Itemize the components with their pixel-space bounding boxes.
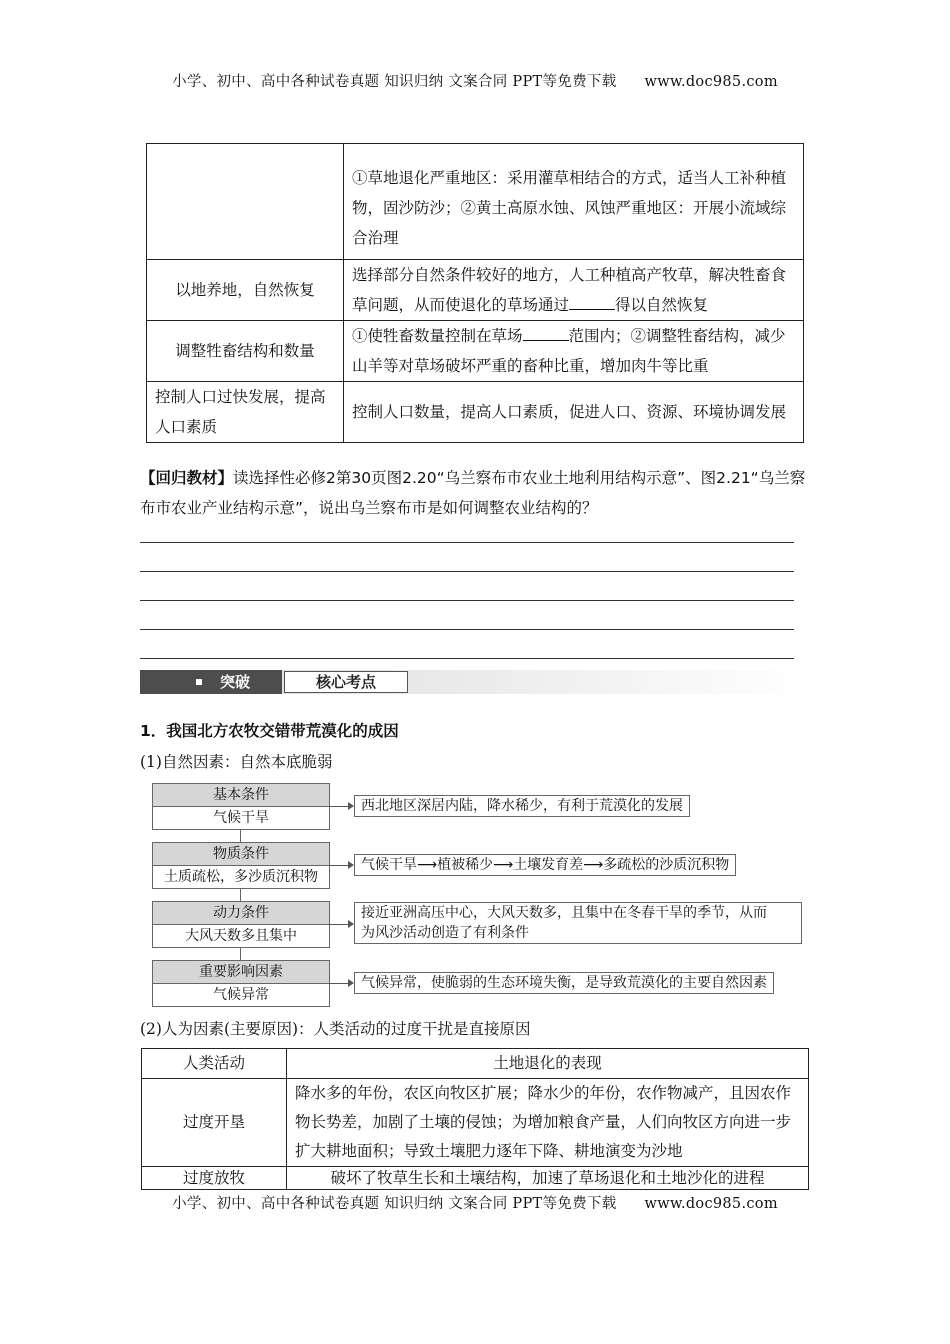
factor-title: 动力条件 bbox=[153, 902, 329, 925]
desc-cell: 控制人口数量，提高人口素质，促进人口、资源、环境协调发展 bbox=[344, 382, 804, 443]
desc-text-b: 得以自然恢复 bbox=[615, 296, 709, 314]
table-header-row bbox=[142, 1049, 809, 1079]
factor-title: 重要影响因素 bbox=[153, 961, 329, 984]
factor-value: 气候异常 bbox=[213, 987, 269, 1003]
square-bullet-icon bbox=[196, 679, 202, 685]
factor-note: 气候异常，使脆弱的生态环境失衡，是导致荒漠化的主要自然因素 bbox=[354, 972, 774, 994]
connector-line bbox=[240, 947, 241, 960]
table-row bbox=[147, 382, 804, 443]
connector-line bbox=[240, 888, 241, 901]
measure-cell: 控制人口过快发展，提高人口素质 bbox=[147, 382, 344, 443]
factor-note-line: 为风沙活动创造了有利条件 bbox=[361, 925, 529, 941]
factor-note-line: 接近亚洲高压中心，大风天数多，且集中在冬春干旱的季节，从而 bbox=[361, 905, 767, 921]
effect-cell: 破坏了牧草生长和土壤结构，加速了草场退化和土地沙化的进程 bbox=[287, 1167, 809, 1190]
factor-value: 气候干旱 bbox=[213, 810, 269, 826]
table-row bbox=[142, 1079, 809, 1167]
desc-text-b: 范围内；②调整牲畜结构，减少山羊等对草场破坏严重的畜种比重，增加肉牛等比重 bbox=[352, 327, 786, 375]
column-header: 人类活动 bbox=[142, 1049, 287, 1079]
table-row bbox=[147, 144, 804, 260]
desc-text-a: ①使牲畜数量控制在草场 bbox=[352, 327, 523, 345]
answer-line[interactable] bbox=[140, 571, 794, 572]
desc-cell bbox=[344, 321, 804, 382]
arrow-right-icon bbox=[329, 865, 349, 866]
section-title-breakthrough: 突破 bbox=[220, 673, 251, 691]
factor-value: 土质疏松，多沙质沉积物 bbox=[164, 869, 318, 885]
fill-blank bbox=[523, 325, 569, 342]
header-url[interactable]: www.doc985.com bbox=[644, 74, 778, 90]
table-row bbox=[147, 260, 804, 321]
answer-line[interactable] bbox=[140, 542, 794, 543]
fill-blank bbox=[569, 294, 615, 311]
factor-title: 物质条件 bbox=[153, 843, 329, 866]
factor-box bbox=[152, 901, 330, 948]
factor-note: 气候干旱⟶植被稀少⟶土壤发育差⟶多疏松的沙质沉积物 bbox=[354, 854, 736, 876]
table-row bbox=[142, 1167, 809, 1190]
heading-causes: 1．我国北方农牧交错带荒漠化的成因 bbox=[140, 722, 399, 740]
desc-cell bbox=[344, 260, 804, 321]
page-footer bbox=[0, 1192, 950, 1213]
human-factors-table bbox=[141, 1048, 809, 1190]
heading-natural: (1)自然因素：自然本底脆弱 bbox=[140, 753, 333, 771]
footer-text: 小学、初中、高中各种试卷真题 知识归纳 文案合同 PPT等免费下载 bbox=[172, 1196, 617, 1212]
answer-line[interactable] bbox=[140, 629, 794, 630]
activity-cell: 过度开垦 bbox=[142, 1079, 287, 1167]
footer-url[interactable]: www.doc985.com bbox=[644, 1196, 778, 1212]
activity-cell: 过度放牧 bbox=[142, 1167, 287, 1190]
effect-cell: 降水多的年份，农区向牧区扩展；降水少的年份，农作物减产，且因农作物长势差，加剧了土壤的侵蚀；为增加粮食产量，人们向牧区方向进一步扩大耕地面积；导致土壤肥力逐年下降、耕地演变为沙地 bbox=[287, 1079, 809, 1167]
factor-note: 西北地区深居内陆，降水稀少，有利于荒漠化的发展 bbox=[354, 795, 690, 817]
factor-box bbox=[152, 960, 330, 1007]
section-label-dark bbox=[140, 670, 282, 694]
measure-cell: 以地养地，自然恢复 bbox=[147, 260, 344, 321]
page-header bbox=[0, 70, 950, 91]
arrow-right-icon bbox=[329, 983, 349, 984]
natural-factors-diagram bbox=[152, 783, 812, 1013]
header-text: 小学、初中、高中各种试卷真题 知识归纳 文案合同 PPT等免费下载 bbox=[172, 74, 617, 90]
measures-table bbox=[146, 143, 804, 443]
arrow-right-icon bbox=[329, 924, 349, 925]
review-question bbox=[140, 463, 815, 523]
review-tag: 【回归教材】 bbox=[140, 469, 234, 487]
section-title-core: 核心考点 bbox=[284, 671, 408, 693]
factor-title: 基本条件 bbox=[153, 784, 329, 807]
answer-line[interactable] bbox=[140, 600, 794, 601]
measure-cell bbox=[147, 144, 344, 260]
factor-note bbox=[354, 902, 802, 944]
factor-box bbox=[152, 783, 330, 830]
arrow-right-icon bbox=[329, 806, 349, 807]
section-banner bbox=[140, 670, 810, 694]
desc-cell: ①草地退化严重地区：采用灌草相结合的方式，适当人工补种植物，固沙防沙；②黄土高原水蚀、风蚀严重地区：开展小流域综合治理 bbox=[344, 144, 804, 260]
review-text: 读选择性必修2第30页图2.20“乌兰察布市农业土地利用结构示意”、图2.21“乌兰察布市农业产业结构示意”，说出乌兰察布市是如何调整农业结构的？ bbox=[140, 469, 806, 517]
factor-box bbox=[152, 842, 330, 889]
answer-line[interactable] bbox=[140, 658, 794, 659]
desc-text-a: 选择部分自然条件较好的地方，人工种植高产牧草，解决牲畜食草问题，从而使退化的草场通过 bbox=[352, 266, 787, 314]
table-row bbox=[147, 321, 804, 382]
connector-line bbox=[240, 829, 241, 842]
measure-cell: 调整牲畜结构和数量 bbox=[147, 321, 344, 382]
heading-human: (2)人为因素(主要原因)：人类活动的过度干扰是直接原因 bbox=[140, 1020, 531, 1038]
factor-value: 大风天数多且集中 bbox=[185, 928, 297, 944]
column-header: 土地退化的表现 bbox=[287, 1049, 809, 1079]
